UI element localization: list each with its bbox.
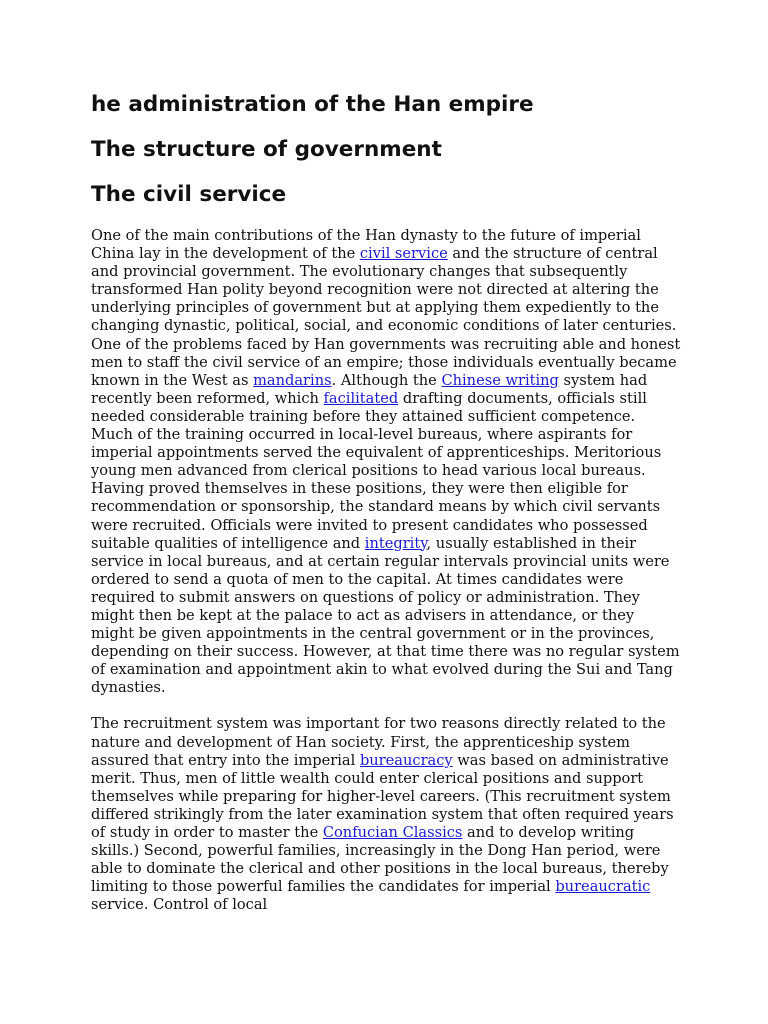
p1-text-3: . Although the: [331, 371, 442, 389]
link-facilitated[interactable]: facilitated: [323, 389, 399, 407]
p2-text-3: and to develop writing skills.) Second, powerful families, increasingly in the Dong Han period, were able to dominate the clerical and other positions in the local bureaus, thereby limiting to those powerful families the candidates for imperial: [91, 824, 669, 896]
link-bureaucracy[interactable]: bureaucracy: [359, 751, 453, 769]
link-integrity[interactable]: integrity: [364, 534, 427, 552]
heading-structure-of-government: The structure of government: [91, 137, 442, 162]
p1-text-1: One of the main contributions of the Han dynasty to the future of imperial China lay in the development of the: [91, 227, 641, 263]
p1-text-5: drafting documents, officials still needed considerable training before they attained sufficient competence. Much of the training occurred in local-level bureaus, where aspirants for imperial appointments served the equivalent of apprenticeships. Meritorious young men advanced from clerical positions to head various local bureaus. Having proved themselves in these positions, they were then eligible for recommendation or sponsorship, the standard means by which civil servants were recruited. Officials were invited to present candidates who possessed suitable qualities of intelligence and: [91, 389, 662, 552]
link-bureaucratic[interactable]: bureaucratic: [555, 878, 651, 896]
paragraph-1: [91, 227, 681, 697]
p2-text-1: The recruitment system was important for two reasons directly related to the nature and development of Han society. First, the apprenticeship system assured that entry into the imperial: [91, 715, 666, 769]
heading-civil-service: The civil service: [91, 182, 287, 207]
link-chinese-writing[interactable]: Chinese writing: [441, 371, 559, 389]
link-mandarins[interactable]: mandarins: [253, 371, 332, 389]
heading-administration: he administration of the Han empire: [91, 92, 534, 117]
paragraph-2: [91, 715, 681, 914]
article: [91, 88, 681, 932]
link-confucian-classics[interactable]: Confucian Classics: [322, 824, 463, 841]
link-civil-service[interactable]: civil service: [359, 245, 448, 263]
p1-text-4: system had recently been reformed, which: [91, 371, 648, 407]
p1-text-6: , usually established in their service in local bureaus, and at certain regular intervals provincial units were ordered to send a quota of men to the capital. At times candidates were required to submit answers on questions of policy or administration. They might then be kept at the palace to act as advisers in attendance, or they might be given appointments in the central government or in the provinces, depending on their success. However, at that time there was no regular system of examination and appointment akin to what evolved during the Sui and Tang dynasties.: [91, 534, 680, 697]
p2-text-2: was based on administrative merit. Thus, men of little wealth could enter clerical positions and support themselves while preparing for higher-level careers. (This recruitment system differed strikingly from the later examination system that often required years of study in order to master the: [91, 751, 674, 841]
p1-text-2: and the structure of central and provincial government. The evolutionary changes that subsequently transformed Han polity beyond recognition were not directed at altering the underlying principles of government but at applying them expediently to the changing dynastic, political, social, and economic conditions of later centuries. One of the problems faced by Han governments was recruiting able and honest men to staff the civil service of an empire; those individuals eventually became known in the West as: [91, 245, 681, 389]
p2-text-4: service. Control of local: [91, 896, 268, 914]
